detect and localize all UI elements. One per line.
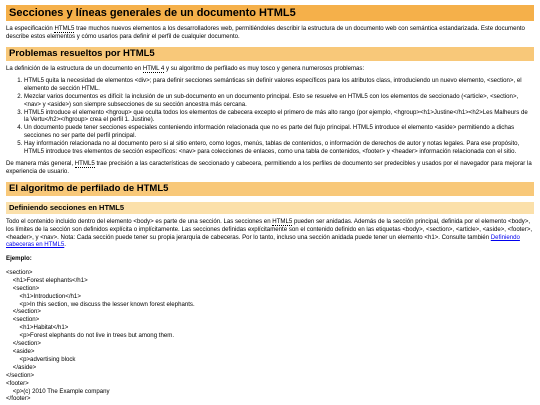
code-line: </section> [6, 308, 41, 316]
link-defining-headers[interactable]: Definiendo cabeceras en HTML5 [6, 233, 520, 249]
code-line: <h1>Habitat</h1> [6, 324, 69, 332]
sections-text-start: Todo el contenido incluido dentro del elemento <body> es parte de una sección. Las secciones en [6, 217, 273, 225]
abbr-html5: HTML5 [272, 217, 293, 225]
abbr-html4: HTML 4 [142, 64, 165, 72]
code-line: <footer> [6, 379, 29, 387]
abbr-html5: HTML5 [54, 25, 75, 32]
code-line: <p>Forest elephants do not live in trees but among them. [6, 332, 175, 340]
summary-start: De manera más general, [6, 160, 75, 168]
problem-item: 3. HTML5 introduce el elemento <hgroup> que oculta todos los elementos de cabecera excepto el primero de más alto rango (por ejemplo, <hgroup><h1>Justine</h1><h2>Les Malheurs de la Vertu</h2></hgroup> crea el perfil 1. Justine). [24, 109, 534, 125]
code-line: <section> [6, 316, 40, 324]
problem-item: 2. Mezclar varios documentos es difícil: la inclusión de un sub-documento en un documento principal. Esto se resuelve en HTML5 con los elementos de seccionado (<article>, <section>, <nav> y <aside>) son siempre subsecciones de su sección ancestra más cercana. [24, 93, 534, 109]
problems-intro-end: y su algoritmo de perfilado es muy tosco y genera numerosos problemas: [164, 64, 365, 72]
problems-summary [6, 160, 534, 176]
problems-intro [6, 65, 534, 73]
heading-algorithm: El algoritmo de perfilado de HTML5 [6, 182, 534, 196]
code-line: <p>(c) 2010 The Example company [6, 387, 110, 395]
code-line: <aside> [6, 348, 35, 355]
problem-item: 5. Hay información relacionada no al documento pero si al sitio entero, como logos, menús, tablas de contenidos, o información de derechos de autor y notas legales. Para ese propósito, HTML5 introduce tres elementos de sección específicos: <nav> para colecciones de enlaces, como una tabla de contenidos, <footer> y <header> información relacionada con el sitio. [24, 140, 534, 156]
sections-text-end: . [64, 241, 66, 249]
heading-defining-sections: Definiendo secciones en HTML5 [6, 202, 534, 214]
code-line: <h1>Forest elephants</h1> [6, 276, 88, 284]
code-line: </aside> [6, 363, 37, 371]
code-line: <section> [6, 284, 40, 292]
code-line: </section> [6, 340, 41, 348]
code-line: <p>In this section, we discuss the lesser known forest elephants. [6, 300, 195, 308]
summary-end: trae precisión a las características de seccionado y cabecera, permitiendo a los perfiles de documento ser predecibles y usados por el navegador para mejorar la experiencia de usuario. [6, 160, 532, 176]
sections-paragraph [6, 218, 534, 249]
code-line: <p>advertising block [6, 355, 76, 363]
code-line: <section> [6, 268, 33, 276]
intro-text-start: La especificación [6, 25, 55, 32]
problem-item: 1. HTML5 quita la necesidad de elementos <div>; para definir secciones semánticas sin definir valores específicos para los atributos class, introduciendo un nuevo elemento, <section>, el elemento de sección HTML. [24, 77, 534, 93]
code-line: </section> [6, 371, 35, 379]
page-title: Secciones y líneas generales de un documento HTML5 [6, 5, 534, 21]
example-code [6, 269, 534, 403]
problem-item: 4. Un documento puede tener secciones especiales conteniendo información relacionada que no es parte del flujo principal. HTML5 introduce el elemento <aside> permitiendo a dichas secciones no ser parte del perfil principal. [24, 124, 534, 140]
abbr-html5: HTML5 [74, 160, 95, 168]
problems-list [6, 77, 534, 155]
intro-text-end: trae muchos nuevos elementos a los desarrolladores web, permitiéndoles describir la estructura de un documento web con semántica estandarizada. Este documento describe estos elementos y cómo usarlos para definir el perfil de cualquier documento. [6, 25, 525, 40]
intro-paragraph [6, 25, 534, 41]
problems-intro-start: La definición de la estructura de un documento en [6, 64, 143, 72]
code-line: <h1>Introduction</h1> [6, 292, 81, 300]
code-line: </footer> [6, 395, 31, 403]
heading-problems: Problemas resueltos por HTML5 [6, 47, 534, 61]
sections-text-middle: pueden ser anidadas. Además de la sección principal, definida por el elemento <body>, los límites de la sección son definidos explícita o implícitamente. Las secciones definidas explícitamente son el contenido definido en las etiquetas <body>, <section>, <article>, <aside>, <footer>, <header>, y <nav>. Nota: Cada sección puede tener su propia jerarquía de cabeceras. Por lo tanto, incluso una sección anidada puede tener un elemento <h1>. Consulte también [6, 217, 533, 241]
example-label: Ejemplo: [6, 255, 32, 263]
